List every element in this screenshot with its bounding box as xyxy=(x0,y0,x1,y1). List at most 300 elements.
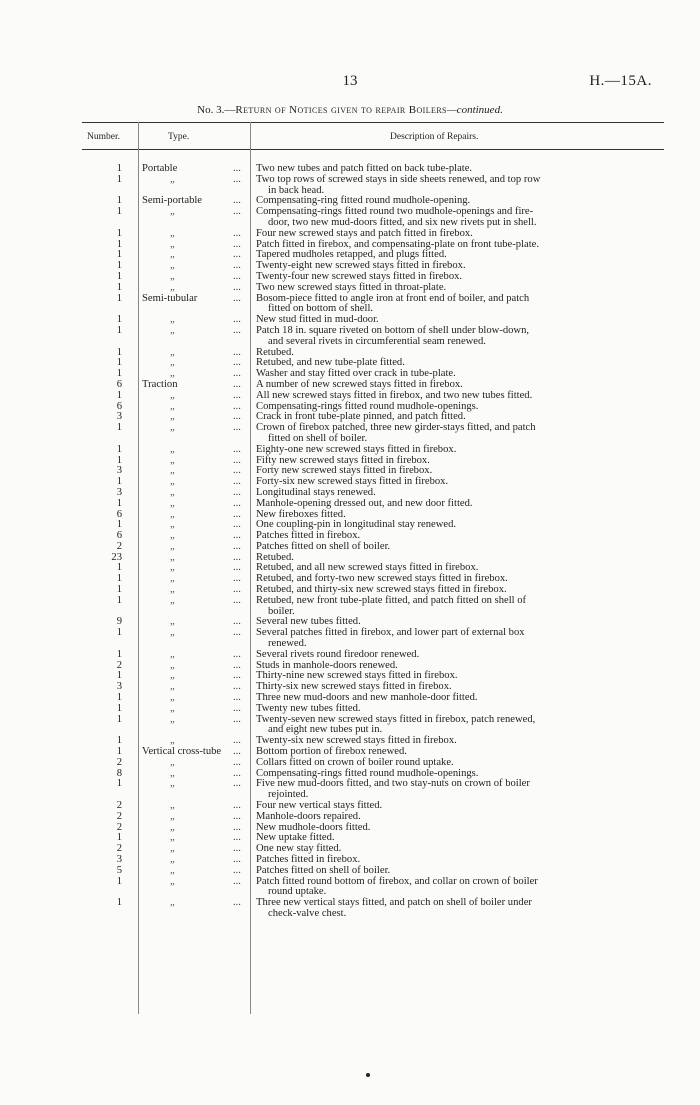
description-line: Several new tubes fitted. xyxy=(256,616,361,628)
row-number: 1 xyxy=(116,227,122,239)
table-row xyxy=(0,207,700,229)
description-line: Compensating-ring fitted round mudhole-opening. xyxy=(256,195,471,207)
row-type: „ xyxy=(170,584,175,596)
row-type: „ xyxy=(170,875,175,887)
row-leader-dots: ... xyxy=(233,508,241,520)
table-row xyxy=(0,391,700,402)
row-type: „ xyxy=(170,854,175,865)
description-line: Retubed, and all new screwed stays fitted in firebox. xyxy=(256,562,479,574)
row-number: 3 xyxy=(116,681,122,693)
row-description xyxy=(256,758,664,769)
table-row xyxy=(0,499,700,510)
row-type: „ xyxy=(170,454,175,466)
row-type: „ xyxy=(170,659,175,671)
repairs-table-body xyxy=(0,164,700,920)
description-line: Eighty-one new screwed stays fitted in firebox. xyxy=(256,443,457,455)
row-type: „ xyxy=(170,800,175,812)
description-line: renewed. xyxy=(268,638,307,650)
table-row xyxy=(0,779,700,801)
description-line: Patches fitted in firebox. xyxy=(256,854,361,865)
row-number: 1 xyxy=(116,389,122,401)
row-number: 6 xyxy=(116,378,122,390)
row-leader-dots: ... xyxy=(233,573,241,585)
description-line: Patch 18 in. square riveted on bottom of shell under blow-down, xyxy=(256,324,530,336)
row-number: 1 xyxy=(116,476,122,488)
row-description xyxy=(256,596,664,618)
row-number: 1 xyxy=(116,594,122,606)
row-type: „ xyxy=(170,692,175,704)
row-leader-dots: ... xyxy=(233,810,241,822)
row-type: Semi-tubular xyxy=(142,292,198,304)
row-number: 2 xyxy=(116,756,122,768)
description-line: Twenty-six new screwed stays fitted in firebox. xyxy=(256,735,457,747)
row-leader-dots: ... xyxy=(233,314,241,326)
row-type: „ xyxy=(170,897,175,909)
row-type: „ xyxy=(170,497,175,509)
description-line: fitted on bottom of shell. xyxy=(268,303,374,315)
description-line: check-valve chest. xyxy=(268,907,347,919)
row-type: Semi-portable xyxy=(142,195,203,207)
row-number: 3 xyxy=(116,411,122,423)
row-leader-dots: ... xyxy=(233,540,241,552)
row-type: „ xyxy=(170,443,175,455)
description-line: Patches fitted in firebox. xyxy=(256,530,361,542)
row-number: 1 xyxy=(116,778,122,790)
document-reference: H.—15A. xyxy=(589,73,652,89)
row-leader-dots: ... xyxy=(233,778,241,790)
description-line: Forty-six new screwed stays fitted in firebox. xyxy=(256,476,449,488)
description-line: Several patches fitted in firebox, and lower part of external box xyxy=(256,627,525,639)
row-leader-dots: ... xyxy=(233,551,241,563)
row-number: 1 xyxy=(116,735,122,747)
row-number: 1 xyxy=(116,573,122,585)
description-line: Collars fitted on crown of boiler round uptake. xyxy=(256,756,454,768)
row-number: 1 xyxy=(116,692,122,704)
row-leader-dots: ... xyxy=(233,238,241,250)
row-number: 9 xyxy=(116,616,122,628)
description-line: Retubed. xyxy=(256,346,294,358)
row-leader-dots: ... xyxy=(233,486,241,498)
row-description xyxy=(256,229,664,240)
row-number: 2 xyxy=(116,821,122,833)
row-leader-dots: ... xyxy=(233,270,241,282)
row-type: „ xyxy=(170,519,175,531)
row-type: „ xyxy=(170,562,175,574)
row-type: „ xyxy=(170,616,175,628)
row-description xyxy=(256,779,664,801)
row-leader-dots: ... xyxy=(233,324,241,336)
row-leader-dots: ... xyxy=(233,443,241,455)
row-number: 1 xyxy=(116,260,122,272)
description-line: round uptake. xyxy=(268,886,327,898)
row-number: 1 xyxy=(116,357,122,369)
page-number: 13 xyxy=(342,73,358,89)
row-description xyxy=(256,898,664,920)
row-leader-dots: ... xyxy=(233,670,241,682)
row-number: 1 xyxy=(116,897,122,909)
row-leader-dots: ... xyxy=(233,519,241,531)
row-number: 5 xyxy=(116,864,122,876)
description-line: Thirty-nine new screwed stays fitted in firebox. xyxy=(256,670,458,682)
row-type: „ xyxy=(170,573,175,585)
row-type: „ xyxy=(170,206,175,218)
row-type: Vertical cross-tube xyxy=(142,746,222,758)
table-row xyxy=(0,542,700,553)
row-description xyxy=(256,175,664,197)
table-row xyxy=(0,823,700,834)
row-number: 1 xyxy=(116,324,122,336)
row-type: „ xyxy=(170,324,175,336)
row-leader-dots: ... xyxy=(233,713,241,725)
row-number: 1 xyxy=(116,173,122,185)
row-number: 1 xyxy=(116,832,122,844)
table-title xyxy=(0,104,700,116)
description-line: Studs in manhole-doors renewed. xyxy=(256,659,398,671)
row-description xyxy=(256,283,664,294)
description-line: Crack in front tube-plate pinned, and patch fitted. xyxy=(256,411,466,423)
description-line: boiler. xyxy=(268,605,295,617)
row-leader-dots: ... xyxy=(233,163,241,174)
description-line: Compensating-rings fitted round mudhole-openings. xyxy=(256,400,479,412)
row-number: 1 xyxy=(116,454,122,466)
table-row xyxy=(0,326,700,348)
table-row xyxy=(0,294,700,316)
description-line: All new screwed stays fitted in firebox, and two new tubes fitted. xyxy=(256,389,533,401)
row-leader-dots: ... xyxy=(233,173,241,185)
row-number: 3 xyxy=(116,854,122,865)
table-row xyxy=(0,812,700,823)
description-line: Washer and stay fitted over crack in tube-plate. xyxy=(256,368,456,380)
column-header-number: Number. xyxy=(87,132,120,142)
row-number: 1 xyxy=(116,875,122,887)
row-leader-dots: ... xyxy=(233,627,241,639)
description-line: Twenty new tubes fitted. xyxy=(256,702,361,714)
header-bottom-rule xyxy=(82,149,664,150)
row-type: „ xyxy=(170,422,175,434)
table-row xyxy=(0,283,700,294)
description-line: Patch fitted in firebox, and compensating-plate on front tube-plate. xyxy=(256,238,540,250)
description-line: Longitudinal stays renewed. xyxy=(256,486,376,498)
row-type: „ xyxy=(170,627,175,639)
row-leader-dots: ... xyxy=(233,368,241,380)
row-type: „ xyxy=(170,368,175,380)
row-number: 1 xyxy=(116,195,122,207)
row-number: 6 xyxy=(116,400,122,412)
row-number: 1 xyxy=(116,584,122,596)
description-line: One coupling-pin in longitudinal stay renewed. xyxy=(256,519,457,531)
description-line: and eight new tubes put in. xyxy=(268,724,383,736)
description-line: Twenty-seven new screwed stays fitted in firebox, patch renewed, xyxy=(256,713,536,725)
row-number: 1 xyxy=(116,627,122,639)
row-description xyxy=(256,499,664,510)
row-leader-dots: ... xyxy=(233,260,241,272)
table-row xyxy=(0,866,700,877)
table-row xyxy=(0,445,700,456)
row-type: „ xyxy=(170,681,175,693)
row-type: „ xyxy=(170,713,175,725)
row-description xyxy=(256,391,664,402)
row-type: „ xyxy=(170,314,175,326)
row-type: „ xyxy=(170,173,175,185)
row-type: „ xyxy=(170,476,175,488)
description-line: in back head. xyxy=(268,184,325,196)
row-number: 2 xyxy=(116,810,122,822)
row-leader-dots: ... xyxy=(233,800,241,812)
row-leader-dots: ... xyxy=(233,497,241,509)
row-number: 3 xyxy=(116,465,122,477)
row-leader-dots: ... xyxy=(233,389,241,401)
description-line: Patches fitted on shell of boiler. xyxy=(256,864,391,876)
description-line: Five new mud-doors fitted, and two stay-nuts on crown of boiler xyxy=(256,778,530,790)
description-line: and several rivets in circumferential seam renewed. xyxy=(268,335,486,347)
description-line: Twenty-four new screwed stays fitted in firebox. xyxy=(256,270,463,282)
row-leader-dots: ... xyxy=(233,832,241,844)
row-leader-dots: ... xyxy=(233,702,241,714)
row-leader-dots: ... xyxy=(233,281,241,293)
row-type: „ xyxy=(170,281,175,293)
table-row xyxy=(0,877,700,899)
row-type: „ xyxy=(170,594,175,606)
row-type: Traction xyxy=(142,378,178,390)
row-leader-dots: ... xyxy=(233,648,241,660)
row-number: 1 xyxy=(116,238,122,250)
description-line: Manhole-doors repaired. xyxy=(256,810,361,822)
row-number: 2 xyxy=(116,800,122,812)
row-number: 1 xyxy=(116,670,122,682)
row-type: „ xyxy=(170,270,175,282)
description-line: Retubed, new front tube-plate fitted, and patch fitted on shell of xyxy=(256,594,527,606)
description-line: Compensating-rings fitted round mudhole-openings. xyxy=(256,767,479,779)
row-type: „ xyxy=(170,389,175,401)
row-type: „ xyxy=(170,735,175,747)
row-number: 1 xyxy=(116,249,122,261)
row-number: 1 xyxy=(116,270,122,282)
row-number: 1 xyxy=(116,281,122,293)
row-type: „ xyxy=(170,540,175,552)
row-number: 1 xyxy=(116,443,122,455)
row-type: „ xyxy=(170,756,175,768)
description-line: Three new mud-doors and new manhole-door fitted. xyxy=(256,692,478,704)
row-leader-dots: ... xyxy=(233,681,241,693)
row-leader-dots: ... xyxy=(233,206,241,218)
description-line: Thirty-six new screwed stays fitted in firebox. xyxy=(256,681,452,693)
description-line: Bottom portion of firebox renewed. xyxy=(256,746,407,758)
table-row xyxy=(0,175,700,197)
description-line: Two top rows of screwed stays in side sheets renewed, and top row xyxy=(256,173,541,185)
column-header-description: Description of Repairs. xyxy=(390,132,479,142)
row-leader-dots: ... xyxy=(233,735,241,747)
row-number: 1 xyxy=(116,368,122,380)
header-top-rule xyxy=(82,122,664,123)
row-number: 23 xyxy=(111,551,122,563)
table-title-caps: Return of Notices given to repair Boilers xyxy=(235,104,447,116)
row-number: 1 xyxy=(116,292,122,304)
row-leader-dots: ... xyxy=(233,864,241,876)
row-number: 1 xyxy=(116,206,122,218)
row-type: „ xyxy=(170,670,175,682)
description-line: New uptake fitted. xyxy=(256,832,335,844)
description-line: Two new tubes and patch fitted on back tube-plate. xyxy=(256,163,473,174)
row-leader-dots: ... xyxy=(233,767,241,779)
row-description xyxy=(256,877,664,899)
row-type: „ xyxy=(170,832,175,844)
row-description xyxy=(256,207,664,229)
row-type: „ xyxy=(170,238,175,250)
row-leader-dots: ... xyxy=(233,227,241,239)
row-type: „ xyxy=(170,864,175,876)
row-leader-dots: ... xyxy=(233,584,241,596)
row-number: 1 xyxy=(116,713,122,725)
row-number: 1 xyxy=(116,562,122,574)
row-type: „ xyxy=(170,227,175,239)
row-leader-dots: ... xyxy=(233,692,241,704)
row-leader-dots: ... xyxy=(233,357,241,369)
row-leader-dots: ... xyxy=(233,897,241,909)
row-type: „ xyxy=(170,260,175,272)
row-description xyxy=(256,866,664,877)
row-type: „ xyxy=(170,346,175,358)
row-number: 2 xyxy=(116,843,122,855)
description-line: Forty new screwed stays fitted in firebox. xyxy=(256,465,433,477)
description-line: New fireboxes fitted. xyxy=(256,508,346,520)
description-line: Four new screwed stays and patch fitted in firebox. xyxy=(256,227,473,239)
row-number: 1 xyxy=(116,648,122,660)
row-type: „ xyxy=(170,702,175,714)
description-line: Two new screwed stays fitted in throat-plate. xyxy=(256,281,447,293)
row-type: Portable xyxy=(142,163,178,174)
row-leader-dots: ... xyxy=(233,854,241,865)
row-type: „ xyxy=(170,648,175,660)
row-type: „ xyxy=(170,778,175,790)
description-line: Crown of firebox patched, three new girder-stays fitted, and patch xyxy=(256,422,536,434)
description-line: A number of new screwed stays fitted in firebox. xyxy=(256,378,463,390)
row-number: 1 xyxy=(116,702,122,714)
table-row xyxy=(0,596,700,618)
description-line: fitted on shell of boiler. xyxy=(268,432,368,444)
row-leader-dots: ... xyxy=(233,562,241,574)
row-description xyxy=(256,294,664,316)
row-type: „ xyxy=(170,821,175,833)
row-leader-dots: ... xyxy=(233,249,241,261)
row-description xyxy=(256,542,664,553)
row-type: „ xyxy=(170,465,175,477)
description-line: Fifty new screwed stays fitted in firebox. xyxy=(256,454,430,466)
row-number: 6 xyxy=(116,508,122,520)
description-line: Twenty-eight new screwed stays fitted in firebox. xyxy=(256,260,466,272)
row-leader-dots: ... xyxy=(233,346,241,358)
description-line: Retubed, and forty-two new screwed stays fitted in firebox. xyxy=(256,573,508,585)
description-line: Manhole-opening dressed out, and new door fitted. xyxy=(256,497,473,509)
description-line: Retubed, and thirty-six new screwed stays fitted in firebox. xyxy=(256,584,507,596)
row-type: „ xyxy=(170,843,175,855)
row-leader-dots: ... xyxy=(233,746,241,758)
description-line: Three new vertical stays fitted, and patch on shell of boiler under xyxy=(256,897,532,909)
table-row xyxy=(0,898,700,920)
row-number: 1 xyxy=(116,346,122,358)
row-number: 1 xyxy=(116,314,122,326)
row-type: „ xyxy=(170,411,175,423)
row-type: „ xyxy=(170,249,175,261)
row-type: „ xyxy=(170,508,175,520)
row-leader-dots: ... xyxy=(233,659,241,671)
row-description xyxy=(256,326,664,348)
row-number: 1 xyxy=(116,497,122,509)
row-number: 1 xyxy=(116,163,122,174)
row-leader-dots: ... xyxy=(233,378,241,390)
page-bottom-dot xyxy=(366,1073,370,1077)
row-number: 2 xyxy=(116,659,122,671)
row-leader-dots: ... xyxy=(233,530,241,542)
row-leader-dots: ... xyxy=(233,594,241,606)
description-line: Several rivets round firedoor renewed. xyxy=(256,648,420,660)
row-leader-dots: ... xyxy=(233,195,241,207)
table-row xyxy=(0,423,700,445)
description-line: Retubed, and new tube-plate fitted. xyxy=(256,357,405,369)
row-leader-dots: ... xyxy=(233,756,241,768)
column-header-type: Type. xyxy=(168,132,190,142)
description-line: rejointed. xyxy=(268,789,309,801)
table-title-prefix: No. 3.— xyxy=(197,104,236,116)
row-description xyxy=(256,628,664,650)
row-number: 1 xyxy=(116,519,122,531)
table-row xyxy=(0,715,700,737)
description-line: Patch fitted round bottom of firebox, and collar on crown of boiler xyxy=(256,875,538,887)
row-number: 1 xyxy=(116,422,122,434)
row-number: 2 xyxy=(116,540,122,552)
description-line: Bosom-piece fitted to angle iron at front end of boiler, and patch xyxy=(256,292,530,304)
description-line: Tapered mudholes retapped, and plugs fitted. xyxy=(256,249,447,261)
row-leader-dots: ... xyxy=(233,400,241,412)
row-number: 1 xyxy=(116,746,122,758)
row-description xyxy=(256,812,664,823)
table-row xyxy=(0,229,700,240)
row-type: „ xyxy=(170,357,175,369)
row-leader-dots: ... xyxy=(233,821,241,833)
row-leader-dots: ... xyxy=(233,454,241,466)
description-line: New mudhole-doors fitted. xyxy=(256,821,371,833)
table-row xyxy=(0,833,700,844)
description-line: Retubed. xyxy=(256,551,294,563)
description-line: Compensating-rings fitted round two mudhole-openings and fire- xyxy=(256,206,534,218)
row-type: „ xyxy=(170,486,175,498)
row-description xyxy=(256,445,664,456)
row-leader-dots: ... xyxy=(233,411,241,423)
description-line: Four new vertical stays fitted. xyxy=(256,800,383,812)
row-leader-dots: ... xyxy=(233,476,241,488)
row-leader-dots: ... xyxy=(233,292,241,304)
row-type: „ xyxy=(170,530,175,542)
row-description xyxy=(256,715,664,737)
row-description xyxy=(256,423,664,445)
row-number: 3 xyxy=(116,486,122,498)
table-title-suffix: —continued. xyxy=(446,104,503,116)
table-row xyxy=(0,758,700,769)
row-type: „ xyxy=(170,400,175,412)
description-line: New stud fitted in mud-door. xyxy=(256,314,379,326)
row-leader-dots: ... xyxy=(233,875,241,887)
row-number: 6 xyxy=(116,530,122,542)
row-leader-dots: ... xyxy=(233,465,241,477)
description-line: door, two new mud-doors fitted, and six new rivets put in shell. xyxy=(268,216,537,228)
description-line: One new stay fitted. xyxy=(256,843,342,855)
row-type: „ xyxy=(170,810,175,822)
row-number: 8 xyxy=(116,767,122,779)
row-leader-dots: ... xyxy=(233,616,241,628)
description-line: Patches fitted on shell of boiler. xyxy=(256,540,391,552)
row-leader-dots: ... xyxy=(233,422,241,434)
row-type: „ xyxy=(170,767,175,779)
row-leader-dots: ... xyxy=(233,843,241,855)
